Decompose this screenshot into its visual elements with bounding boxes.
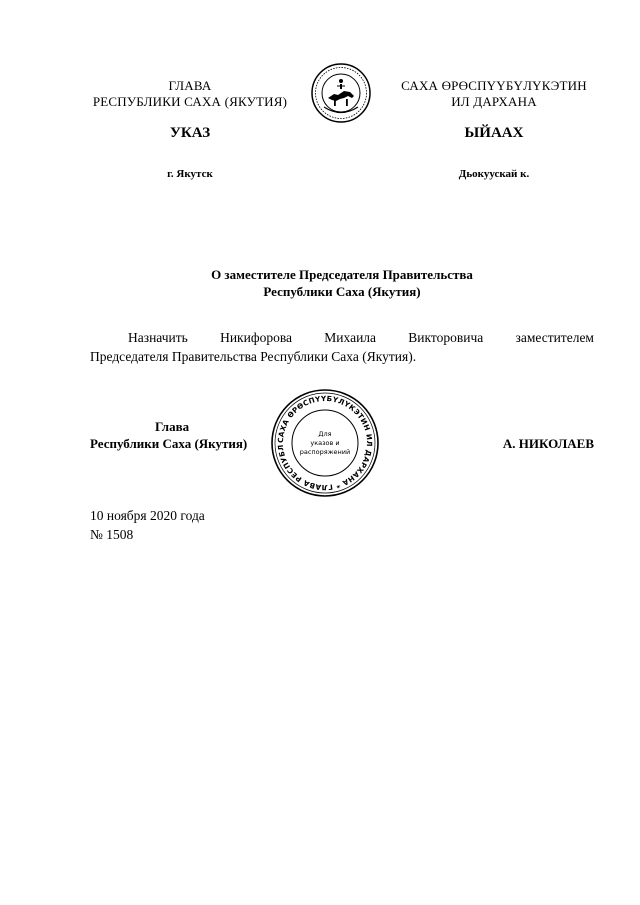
signatory-name: А. НИКОЛАЕВ: [502, 436, 594, 451]
header-left-line1: ГЛАВА: [168, 78, 212, 93]
signature-title-line2: Республики Саха (Якутия): [90, 436, 248, 451]
body-first-line: [90, 328, 594, 347]
city-left: г. Якутск: [167, 168, 213, 180]
body-second-line: Председателя Правительства Республики Саха (Якутия).: [90, 349, 417, 364]
body-word: Никифорова: [220, 330, 293, 345]
signature-title: [90, 418, 280, 452]
svg-text:распоряжений: распоряжений: [299, 448, 351, 456]
svg-text:САХА ӨРӨСПҮҮБҮЛҮКЭТИН ИЛ ДАРХА: САХА ӨРӨСПҮҮБҮЛҮКЭТИН ИЛ ДАРХАНА * ГЛАВА РЕСПУБЛ: [275, 393, 375, 493]
header-left-line2: РЕСПУБЛИКИ САХА (ЯКУТИЯ): [92, 94, 288, 109]
city-right: Дьокуускай к.: [458, 168, 530, 180]
doc-type-left: УКАЗ: [169, 125, 211, 141]
signature-title-line1: Глава: [155, 419, 190, 434]
official-seal-stamp: [270, 388, 380, 498]
decree-number: № 1508: [90, 527, 134, 542]
decree-subject: [90, 266, 594, 300]
header-right-line2: ИЛ ДАРХАНА: [451, 94, 537, 109]
doc-type-right: ЫЙААХ: [464, 125, 524, 141]
body-word: Викторовича: [408, 330, 484, 345]
body-word: Назначить: [128, 330, 188, 345]
body-word: заместителем: [515, 330, 594, 345]
decree-body: [90, 328, 594, 366]
header-right-line1: САХА ӨРӨСПҮҮБҮЛҮКЭТИН: [401, 78, 587, 93]
coat-of-arms-emblem-icon: [310, 62, 372, 124]
subject-line2: Республики Саха (Якутия): [263, 284, 421, 299]
header-right-title: [382, 78, 606, 110]
body-word: Михаила: [324, 330, 377, 345]
svg-text:Для: Для: [318, 430, 332, 438]
decree-date: 10 ноября 2020 года: [90, 508, 205, 523]
header-left-title: [70, 78, 310, 110]
svg-text:указов и: указов и: [310, 439, 340, 447]
subject-line1: О заместителе Председателя Правительства: [211, 267, 473, 282]
